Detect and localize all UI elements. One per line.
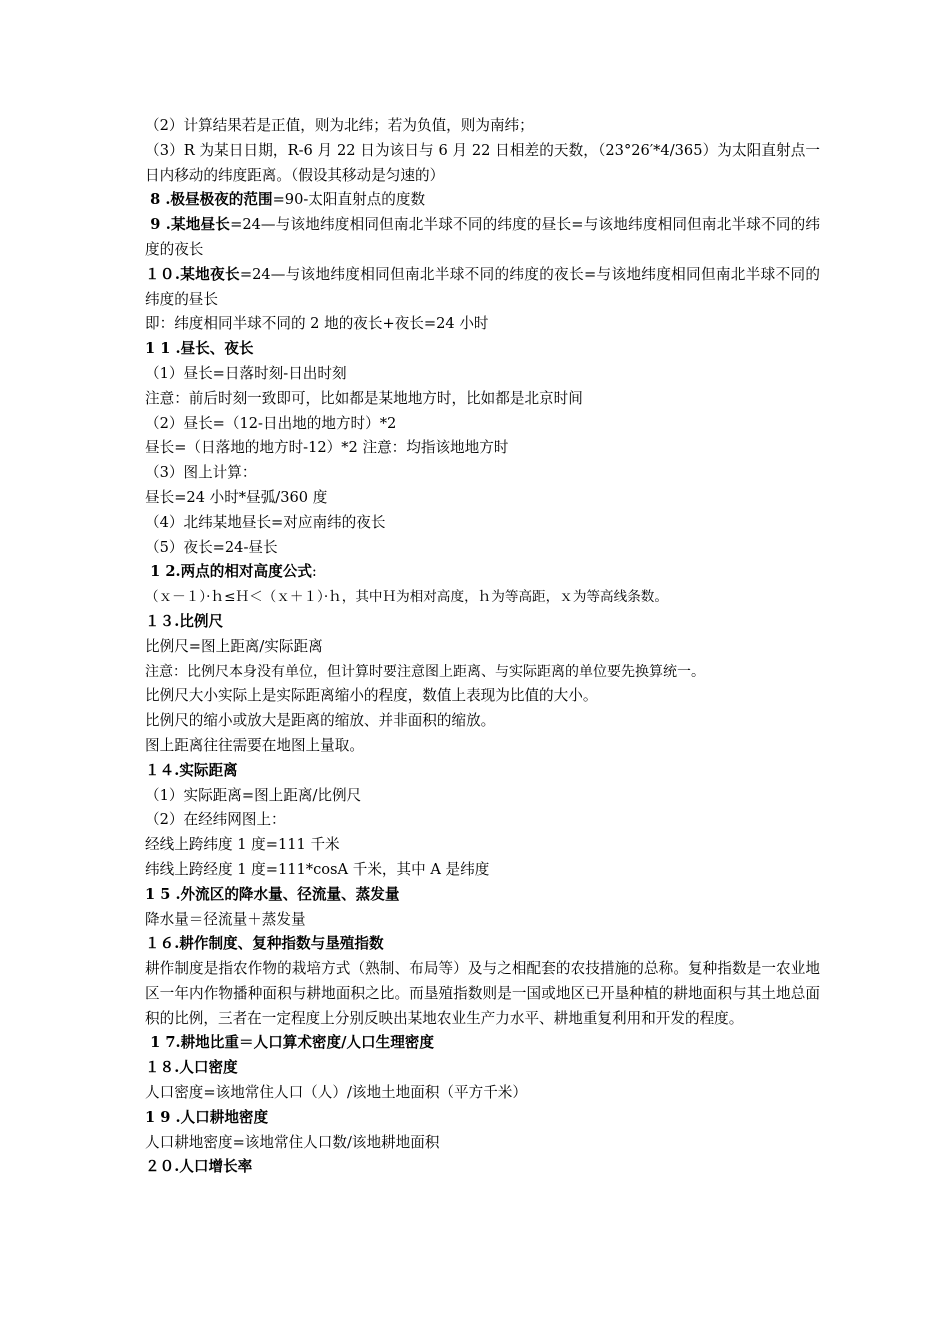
text-line: （ｘ－１）·ｈ≤Ｈ＜（ｘ＋１）·ｈ，其中Ｈ为相对高度，ｈ为等高距，ｘ为等高线条数。	[145, 589, 668, 606]
section-heading: １０.某地夜长	[145, 265, 240, 283]
section-line	[145, 1155, 820, 1180]
section-heading: １３.比例尺	[145, 612, 224, 630]
text-line: （2）计算结果若是正值，则为北纬；若为负值，则为南纬；	[145, 117, 534, 134]
section-line	[145, 610, 820, 635]
section-line	[145, 263, 820, 313]
text-line: 图上距离往往需要在地图上量取。	[145, 736, 364, 754]
text-line: 比例尺大小实际上是实际距离缩小的程度，数值上表现为比值的大小。	[145, 687, 598, 705]
section-line	[145, 1056, 820, 1081]
section-heading: 1 5 .外流区的降水量、径流量、蒸发量	[145, 885, 400, 903]
text-line: 经线上跨纬度 1 度=111 千米	[145, 836, 340, 854]
text-line: （1）实际距离=图上距离/比例尺	[145, 786, 362, 804]
section-heading: 1 9 .人口耕地密度	[145, 1108, 269, 1126]
section-heading: １６.耕作制度、复种指数与垦殖指数	[145, 935, 384, 953]
text-line: （3）图上计算：	[145, 464, 257, 482]
section-line	[145, 560, 820, 585]
text-line: 即：纬度相同半球不同的 2 地的夜长+夜长=24 小时	[145, 315, 489, 333]
section-heading: 1 2.两点的相对高度公式	[145, 563, 312, 581]
text-line: 昼长=（日落地的地方时-12）*2 注意：均指该地地方时	[145, 439, 509, 457]
section-line	[145, 213, 820, 263]
section-formula: =24—与该地纬度相同但南北半球不同的纬度的昼长=与该地纬度相同但南北半球不同的纬度的夜长	[145, 216, 820, 258]
section-formula: =24—与该地纬度相同但南北半球不同的纬度的夜长=与该地纬度相同但南北半球不同的纬度的昼长	[145, 265, 820, 308]
paragraph: 耕作制度是指农作物的栽培方式（熟制、布局等）及与之相配套的农技措施的总称。复种指数是一农业地区一年内作物播种面积与耕地面积之比。而垦殖指数则是一国或地区已开垦种植的耕地面积与其土地总面积的比例，三者在一定程度上分别反映出某地农业生产力水平、耕地重复利用和开发的程度。	[145, 960, 820, 1027]
text-line: （4）北纬某地昼长=对应南纬的夜长	[145, 513, 386, 531]
document-body	[145, 114, 820, 1180]
section-line	[145, 188, 820, 213]
section-heading: 1 1 .昼长、夜长	[145, 340, 254, 358]
text-line: 降水量＝径流量＋蒸发量	[145, 910, 306, 928]
text-line: 注意：前后时刻一致即可，比如都是某地地方时，比如都是北京时间	[145, 389, 583, 407]
text-line: 比例尺=图上距离/实际距离	[145, 637, 323, 655]
section-line	[145, 1106, 820, 1131]
section-heading: 8 .极昼极夜的范围	[145, 191, 273, 209]
text-line: （5）夜长=24-昼长	[145, 538, 278, 556]
section-formula: =90-太阳直射点的度数	[272, 191, 426, 209]
section-heading: １８.人口密度	[145, 1059, 238, 1077]
text-line: 人口耕地密度=该地常住人口数/该地耕地面积	[145, 1133, 440, 1151]
section-line	[145, 759, 820, 784]
text-line: （1）昼长=日落时刻-日出时刻	[145, 364, 347, 382]
text-line: （3）R 为某日日期，R-6 月 22 日为该日与 6 月 22 日相差的天数，（23°26′*4/365）为太阳直射点一日内移动的纬度距离。（假设其移动是匀速的）	[145, 141, 820, 184]
section-line	[145, 337, 820, 362]
section-line	[145, 883, 820, 908]
text-line: 纬线上跨经度 1 度=111*cosA 千米，其中 A 是纬度	[145, 860, 490, 878]
section-formula: :	[311, 563, 317, 581]
text-line: 比例尺的缩小或放大是距离的缩放、并非面积的缩放。	[145, 712, 496, 730]
section-heading: ２０.人口增长率	[145, 1158, 253, 1176]
section-heading: 9 .某地昼长	[145, 216, 231, 234]
section-heading: 1 7.耕地比重＝人口算术密度/人口生理密度	[145, 1034, 434, 1052]
section-line	[145, 1031, 820, 1056]
section-heading: １４.实际距离	[145, 761, 238, 779]
text-line: 注意：比例尺本身没有单位，但计算时要注意图上距离、与实际距离的单位要先换算统一。	[145, 663, 705, 680]
text-line: 人口密度=该地常住人口（人）/该地土地面积（平方千米）	[145, 1084, 527, 1102]
text-line: （2）在经纬网图上：	[145, 811, 286, 829]
text-line: （2）昼长=（12-日出地的地方时）*2	[145, 414, 397, 432]
text-line: 昼长=24 小时*昼弧/360 度	[145, 488, 328, 506]
section-line	[145, 932, 820, 957]
